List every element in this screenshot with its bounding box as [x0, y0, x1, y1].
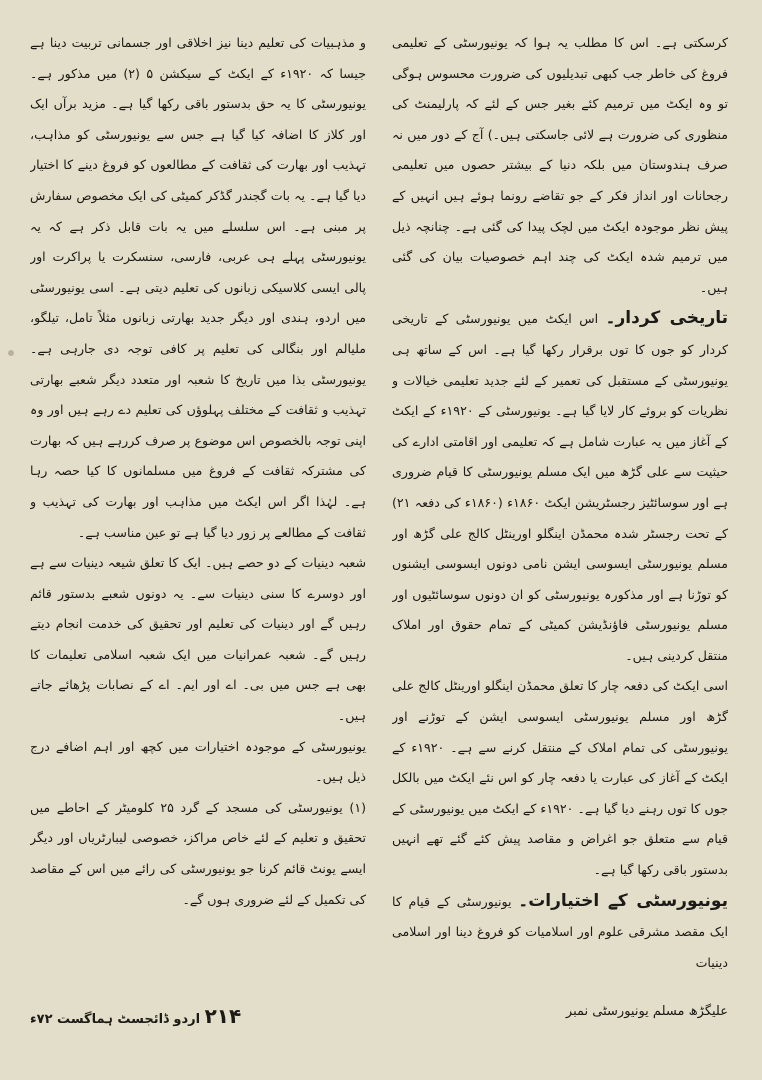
paper-blemish — [8, 350, 14, 356]
left-column — [30, 28, 366, 1006]
paragraph: کرسکتی ہے۔ اس کا مطلب یہ ہوا کہ یونیورسٹی کے تعلیمی فروغ کی خاطر جب کبھی تبدیلیوں کی ضرورت محسوس ہوگی تو وہ ایکٹ میں ترمیم کئے بغیر جس کے لئے کہ پارلیمنٹ کی منظوری کی ضرورت ہے لائی جاسکتی ہیں۔) آج کے دور میں نہ صرف ہندوستان میں بلکہ دنیا کے بیشتر حصوں میں تعلیمی رجحانات اور انداز فکر کے جو تقاضے رونما ہوئے ہیں انہیں کے پیش نظر موجودہ ایکٹ میں لچک پیدا کی گئی ہے۔ چنانچہ ذیل میں ترمیم شدہ ایکٹ کی چند اہم خصوصیات بیان کی گئی ہیں۔ — [392, 35, 728, 295]
section-heading-university-powers: یونیورسٹی کے اختیارات۔ — [518, 890, 728, 911]
page-number: ۲۱۴ — [204, 1004, 242, 1028]
paragraph: اسی ایکٹ کی دفعہ چار کا تعلق محمڈن اینگلو اورینٹل کالج علی گڑھ اور مسلم یونیورسٹی ایسوسی ایشن کے توڑنے اور یونیورسٹی کی تمام املاک کے منتقل کرنے سے ہے۔ ۱۹۲۰ء کے ایکٹ کے آغاز کی عبارت یا دفعہ چار کو اس نئے ایکٹ میں بالکل جوں کا توں رہنے دیا گیا ہے۔ ۱۹۲۰ء کے ایکٹ میں یونیورسٹی کے قیام سے متعلق جو اغراض و مقاصد پیش کئے گئے تھے انہیں بدستور باقی رکھا گیا ہے۔ — [392, 678, 728, 878]
paragraph: شعبہ دینیات کے دو حصے ہیں۔ ایک کا تعلق شیعہ دینیات سے ہے اور دوسرے کا سنی دینیات سے۔ یہ دونوں شعبے بدستور قائم رہیں گے اور دینیات کی تعلیم اور تحقیق کی خدمت انجام دیتے رہیں گے۔ شعبہ عمرانیات میں ایک شعبہ اسلامی تعلیمات کا بھی ہے جس میں بی۔ اے اور ایم۔ اے کے نصابات پڑھائے جاتے ہیں۔ — [30, 555, 366, 724]
right-column — [392, 28, 728, 1006]
paragraph: و مذہبیات کی تعلیم دینا نیز اخلاقی اور جسمانی تربیت دینا ہے جیسا کہ ۱۹۲۰ء کے ایکٹ کے سیکشن ۵ (۲) میں مذکور ہے۔ یونیورسٹی کا یہ حق بدستور باقی رکھا گیا ہے۔ مزید برآں ایک اور کلاز کا اضافہ کیا گیا ہے جس سے یونیورسٹی کو مذاہب، تہذیب اور بھارت کی ثقافت کے مطالعوں کو فروغ دینے کا اختیار دیا گیا ہے۔ یہ بات گجندر گڈکر کمیٹی کی ایک مخصوص سفارش پر مبنی ہے۔ اس سلسلے میں یہ بات قابل ذکر ہے کہ یہ یونیورسٹی پہلے ہی عربی، فارسی، سنسکرت یا پراکرت اور پالی ایسی کلاسیکی زبانوں کی تعلیم دیتی ہے۔ اسی یونیورسٹی میں اردو، ہندی اور دیگر جدید بھارتی زبانوں مثلاً تامل، تیلگو، ملیالم اور بنگالی کی تعلیم پر کافی توجہ دی جارہی ہے۔ یونیورسٹی بذا میں تاریخ کا شعبہ اور متعدد دیگر شعبے بھارتی تہذیب و ثقافت کے مختلف پہلوؤں کی تعلیم دے رہے ہیں اور وہ اپنی توجہ بالخصوص اس موضوع پر صرف کررہے ہیں کہ بھارت کی مشترکہ ثقافت کے فروغ میں مسلمانوں کا کیا حصہ رہا ہے۔ لہٰذا اگر اس ایکٹ میں مذاہب اور بھارت کی تہذیب و ثقافت کے مطالعے پر زور دیا گیا ہے تو عین مناسب ہے۔ — [30, 35, 366, 540]
publication-line: اردو ڈائجسٹ ہماگست ۷۲ء — [30, 1012, 201, 1027]
page-footer — [30, 1004, 728, 1028]
section-heading-historical-role: تاریخی کردار۔ — [605, 308, 728, 329]
folio — [30, 1004, 241, 1028]
paragraph: یونیورسٹی کے موجودہ اختیارات میں کچھ اور اہم اضافے درج ذیل ہیں۔ — [30, 738, 366, 785]
text-columns — [30, 28, 728, 1006]
paragraph: (۱) یونیورسٹی کی مسجد کے گرد ۲۵ کلومیٹر کے احاطے میں تحقیق و تعلیم کے لئے خاص مراکز، خصوصی لیبارٹریاں اور دیگر ایسے یونٹ قائم کرنا جو یونیورسٹی کی رائے میں اس کے مقاصد کی تکمیل کے لئے ضروری ہوں گے۔ — [30, 799, 366, 907]
running-title: علیگڑھ مسلم یونیورسٹی نمبر — [565, 1004, 728, 1019]
paragraph: اس ایکٹ میں یونیورسٹی کے تاریخی کردار کو جوں کا توں برقرار رکھا گیا ہے۔ اس کے ساتھ ہی یونیورسٹی کے مستقبل کی تعمیر کے لئے جدید تعلیمی خیالات و نظریات کو بروئے کار لایا گیا ہے۔ یونیورسٹی کے ۱۹۲۰ء کے ایکٹ کے آغاز میں یہ عبارت شامل ہے کہ تعلیمی اور اقامتی ادارے کی حیثیت سے علی گڑھ میں ایک مسلم یونیورسٹی کا قیام ضروری ہے اور سوسائٹیز رجسٹریشن ایکٹ ۱۸۶۰ء (۱۸۶۰ء کی دفعہ ۲۱) کے تحت رجسٹر شدہ محمڈن اینگلو اورینٹل کالج علی گڑھ اور مسلم یونیورسٹی ایسوسی ایشن نامی دونوں ایسوسی ایشنوں کو توڑنا ہے اور مذکورہ یونیورسٹی کو ان دونوں سوسائٹیوں اور مسلم یونیورسٹی فاؤنڈیشن کمیٹی کے تمام حقوق اور املاک منتقل کردینی ہیں۔ — [392, 311, 728, 663]
paragraph: یونیورسٹی کے قیام کا ایک مقصد مشرقی علوم اور اسلامیات کو فروغ دینا اور اسلامی دینیات — [392, 893, 728, 970]
